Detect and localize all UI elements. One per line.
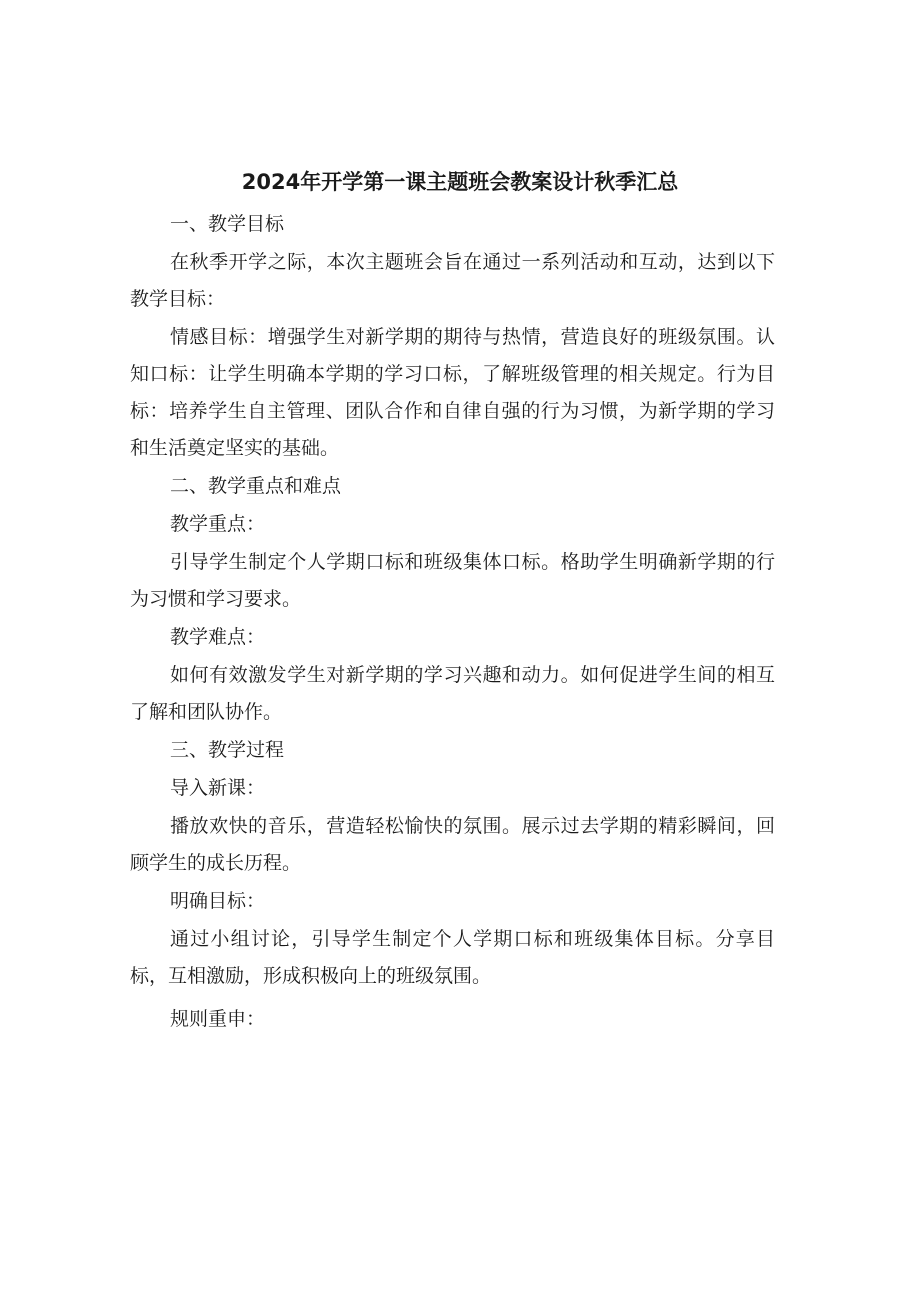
section-heading-key-points: 二、教学重点和难点 bbox=[170, 475, 342, 497]
paragraph-goals: 情感目标：增强学生对新学期的期待与热情，营造良好的班级氛围。认知口标：让学生明确本学期的学习口标，了解班级管理的相关规定。行为目标：培养学生自主管理、团队合作和自律自强的行为习惯，为新学期的学习和生活奠定坚实的基础。 bbox=[130, 326, 775, 459]
subheading-rules: 规则重申： bbox=[170, 1008, 266, 1030]
paragraph-clear-goals: 通过小组讨论，引导学生制定个人学期口标和班级集体目标。分享目标，互相激励，形成积极向上的班级氛围。 bbox=[130, 928, 775, 987]
paragraph-introduction: 播放欢快的音乐，营造轻松愉快的氛围。展示过去学期的精彩瞬间，回顾学生的成长历程。 bbox=[130, 815, 775, 874]
document-title: 2024年开学第一课主题班会教案设计秋季汇总 bbox=[241, 170, 679, 194]
paragraph-key-point: 引导学生制定个人学期口标和班级集体口标。格助学生明确新学期的行为习惯和学习要求。 bbox=[130, 551, 775, 610]
subheading-key-point: 教学重点： bbox=[170, 513, 266, 535]
section-heading-process: 三、教学过程 bbox=[170, 739, 285, 761]
document-body bbox=[130, 206, 775, 1039]
paragraph-intro: 在秋季开学之际，本次主题班会旨在通过一系列活动和互动，达到以下教学目标： bbox=[130, 251, 775, 310]
paragraph-difficulty: 如何有效激发学生对新学期的学习兴趣和动力。如何促进学生间的相互了解和团队协作。 bbox=[130, 664, 775, 723]
subheading-difficulty: 教学难点： bbox=[170, 626, 266, 648]
subheading-introduction: 导入新课： bbox=[170, 777, 266, 799]
subheading-clear-goals: 明确目标： bbox=[170, 890, 266, 912]
section-heading-objectives: 一、教学目标 bbox=[170, 213, 285, 235]
